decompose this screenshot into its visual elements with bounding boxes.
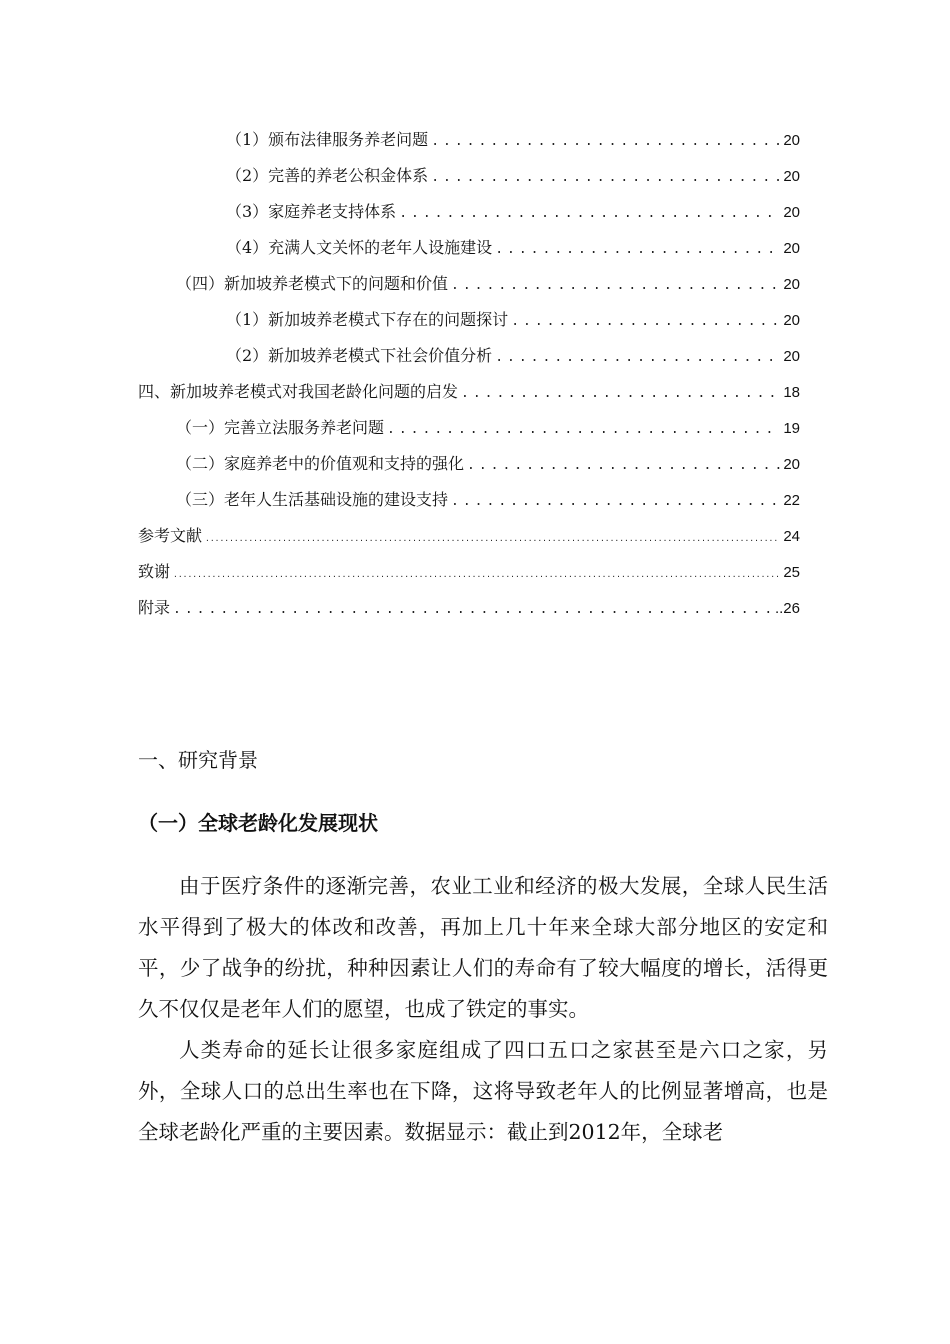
toc-entry-title: 参考文献 (138, 526, 203, 545)
toc-leader-dots (467, 448, 780, 484)
toc-entry-title: （2）完善的养老公积金体系 (226, 166, 429, 185)
toc-leader-dots (205, 521, 780, 557)
toc-entry-page: 20 (783, 132, 800, 149)
toc-entry-page: 25 (783, 564, 800, 581)
paragraph: 人类寿命的延长让很多家庭组成了四口五口之家甚至是六口之家，另外，全球人口的总出生率也在下降，这将导致老年人的比例显著增高，也是全球老龄化严重的主要因素。数据显示：截止到2012年，全球老 (138, 1038, 828, 1144)
toc-entry[interactable] (138, 482, 800, 518)
toc-leader-dots (511, 304, 780, 340)
toc-entry-title: （三）老年人生活基础设施的建设支持 (176, 490, 449, 509)
toc-entry-title: （一）完善立法服务养老问题 (176, 418, 385, 437)
toc-entry[interactable] (138, 590, 800, 626)
toc-entry-page: 18 (783, 384, 800, 401)
toc-leader-dots (431, 124, 780, 160)
toc-leader-dots (451, 484, 780, 520)
toc-entry-page: 20 (783, 348, 800, 365)
toc-entry[interactable] (138, 446, 800, 482)
toc-entry-title: （1）新加坡养老模式下存在的问题探讨 (226, 310, 509, 329)
sub-heading: （一）全球老龄化发展现状 (138, 811, 378, 835)
toc-entry[interactable] (138, 554, 800, 590)
toc-entry-title: 四、新加坡养老模式对我国老龄化问题的启发 (138, 382, 459, 401)
paragraph: 由于医疗条件的逐渐完善，农业工业和经济的极大发展，全球人民生活水平得到了极大的体改和改善，再加上几十年来全球大部分地区的安定和平，少了战争的纷扰，种种因素让人们的寿命有了较大幅度的增长，活得更久不仅仅是老年人们的愿望，也成了铁定的事实。 (138, 874, 828, 1021)
toc-entry-page: 20 (783, 276, 800, 293)
toc-entry-page: 22 (783, 492, 800, 509)
toc-leader-dots (173, 557, 780, 593)
toc-entry-title: （四）新加坡养老模式下的问题和价值 (176, 274, 449, 293)
toc-leader-dots (399, 196, 780, 232)
toc-entry-page: 19 (783, 420, 800, 437)
toc-leader-dots (451, 268, 780, 304)
toc-entry-page: 20 (783, 240, 800, 257)
toc-entry-page: 24 (783, 528, 800, 545)
toc-entry-title: 致谢 (138, 562, 171, 581)
toc-entry[interactable] (138, 302, 800, 338)
toc-entry-title: （2）新加坡养老模式下社会价值分析 (226, 346, 493, 365)
toc-entry-page: 20 (783, 312, 800, 329)
toc-entry[interactable] (138, 266, 800, 302)
toc-entry-page: 20 (783, 456, 800, 473)
toc-leader-dots (495, 232, 780, 268)
toc-leader-dots (173, 592, 772, 628)
toc-entry[interactable] (138, 374, 800, 410)
toc-entry-page: ..26 (774, 600, 800, 617)
toc-entry[interactable] (138, 338, 800, 374)
toc-entry-title: （二）家庭养老中的价值观和支持的强化 (176, 454, 465, 473)
toc-entry[interactable] (138, 410, 800, 446)
toc-leader-dots (495, 340, 780, 376)
section-heading: 一、研究背景 (138, 748, 258, 772)
toc-entry[interactable] (138, 194, 800, 230)
toc-entry[interactable] (138, 230, 800, 266)
toc-entry[interactable] (138, 122, 800, 158)
toc-entry-page: 20 (783, 204, 800, 221)
toc-entry-title: （3）家庭养老支持体系 (226, 202, 397, 221)
toc-entry-title: （4）充满人文关怀的老年人设施建设 (226, 238, 493, 257)
toc-leader-dots (387, 412, 780, 448)
toc-entry-title: （1）颁布法律服务养老问题 (226, 130, 429, 149)
table-of-contents (138, 122, 800, 626)
toc-entry-page: 20 (783, 168, 800, 185)
body-text (138, 866, 828, 1153)
toc-leader-dots (431, 160, 780, 196)
toc-leader-dots (461, 376, 780, 412)
toc-entry[interactable] (138, 158, 800, 194)
toc-entry[interactable] (138, 518, 800, 554)
toc-entry-title: 附录 (138, 598, 171, 617)
